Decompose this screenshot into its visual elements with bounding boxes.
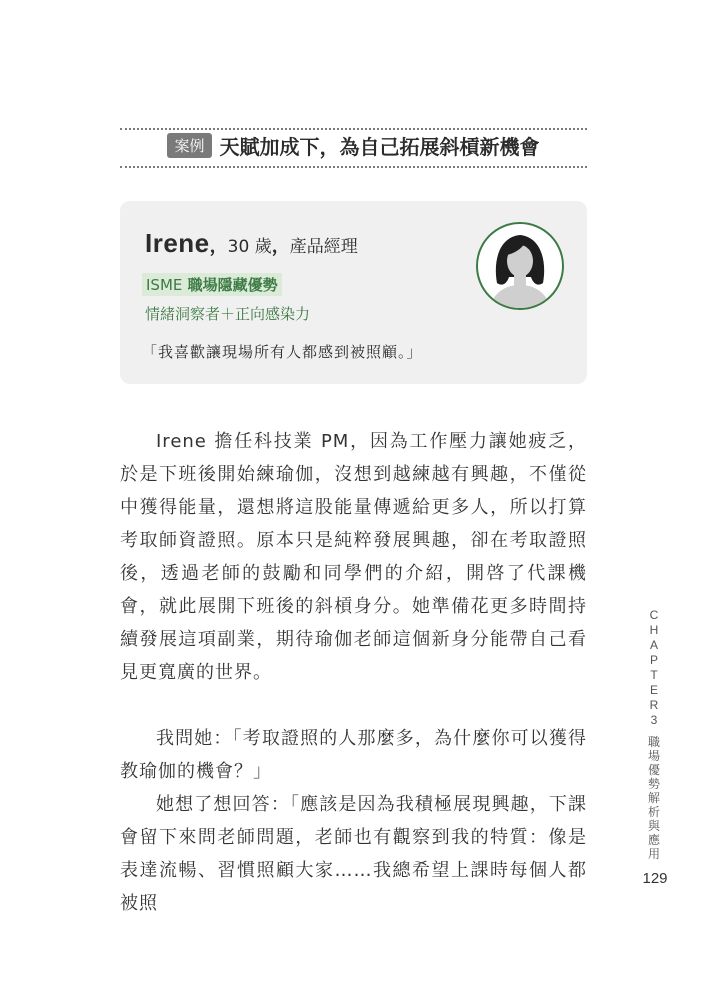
chapter-title-char: 解 <box>647 791 660 805</box>
chapter-title-char: 與 <box>647 819 660 833</box>
chapter-title-char: 職 <box>647 735 660 749</box>
case-title: 天賦加成下，為自己拓展斜槓新機會 <box>219 134 540 159</box>
chapter-title-char: 析 <box>647 805 660 819</box>
chapter-letter: R <box>649 698 659 712</box>
isme-badge <box>142 273 282 296</box>
chapter-title-char: 勢 <box>647 777 660 791</box>
chapter-title-char: 應 <box>647 833 660 847</box>
chapter-letter: E <box>649 683 658 697</box>
chapter-title-vertical <box>646 735 662 861</box>
case-header <box>120 130 587 160</box>
isme-label: ISME <box>146 276 183 294</box>
chapter-title-char: 優 <box>647 763 660 777</box>
paragraph: 我問她：「考取證照的人那麼多，為什麼你可以獲得教瑜伽的機會？」 <box>120 728 587 782</box>
chapter-number: 3 <box>650 713 658 727</box>
header-bottom-divider <box>120 166 587 168</box>
person-age: 30 歲 <box>227 237 272 257</box>
chapter-label <box>647 608 661 728</box>
article-body <box>120 425 587 920</box>
person-line <box>145 228 358 259</box>
woman-avatar-icon <box>475 221 565 311</box>
hidden-advantage-label: 職場隱藏優勢 <box>187 276 278 294</box>
profile-card <box>120 201 587 384</box>
paragraph: Irene 擔任科技業 PM，因為工作壓力讓她疲乏，於是下班後開始練瑜伽，沒想到越練越有興趣，不僅從中獲得能量，還想將這股能量傳遞給更多人，所以打算考取師資證照。原本只是純粹發展興趣，卻在考取證照後，透過老師的鼓勵和同學們的介紹，開啓了代課機會，就此展開下班後的斜槓身分。她準備花更多時間持續發展這項副業，期待瑜伽老師這個新身分能帶自己看見更寬廣的世界。 <box>120 431 587 683</box>
chapter-letter: T <box>650 668 658 682</box>
case-tag: 案例 <box>167 133 211 158</box>
chapter-letter: H <box>649 623 659 637</box>
chapter-title-char: 用 <box>647 847 660 861</box>
chapter-letter: P <box>649 653 658 667</box>
page-number: 129 <box>642 870 668 887</box>
chapter-title-char: 場 <box>647 749 660 763</box>
paragraph-gap <box>120 689 587 722</box>
profile-quote: 「我喜歡讓現場所有人都感到被照顧。」 <box>142 343 423 361</box>
paragraph: 她想了想回答：「應該是因為我積極展現興趣，下課會留下來問老師問題，老師也有觀察到我的特質：像是表達流暢、習慣照顧大家……我總希望上課時每個人都被照 <box>120 794 587 914</box>
person-name: Irene <box>145 228 210 258</box>
person-separator: ， <box>271 236 290 257</box>
traits-text: 情緒洞察者＋正向感染力 <box>145 305 311 323</box>
chapter-letter: A <box>649 638 658 652</box>
chapter-letter: C <box>649 608 659 622</box>
person-job: 產品經理 <box>289 237 358 257</box>
person-separator: ， <box>209 236 228 257</box>
